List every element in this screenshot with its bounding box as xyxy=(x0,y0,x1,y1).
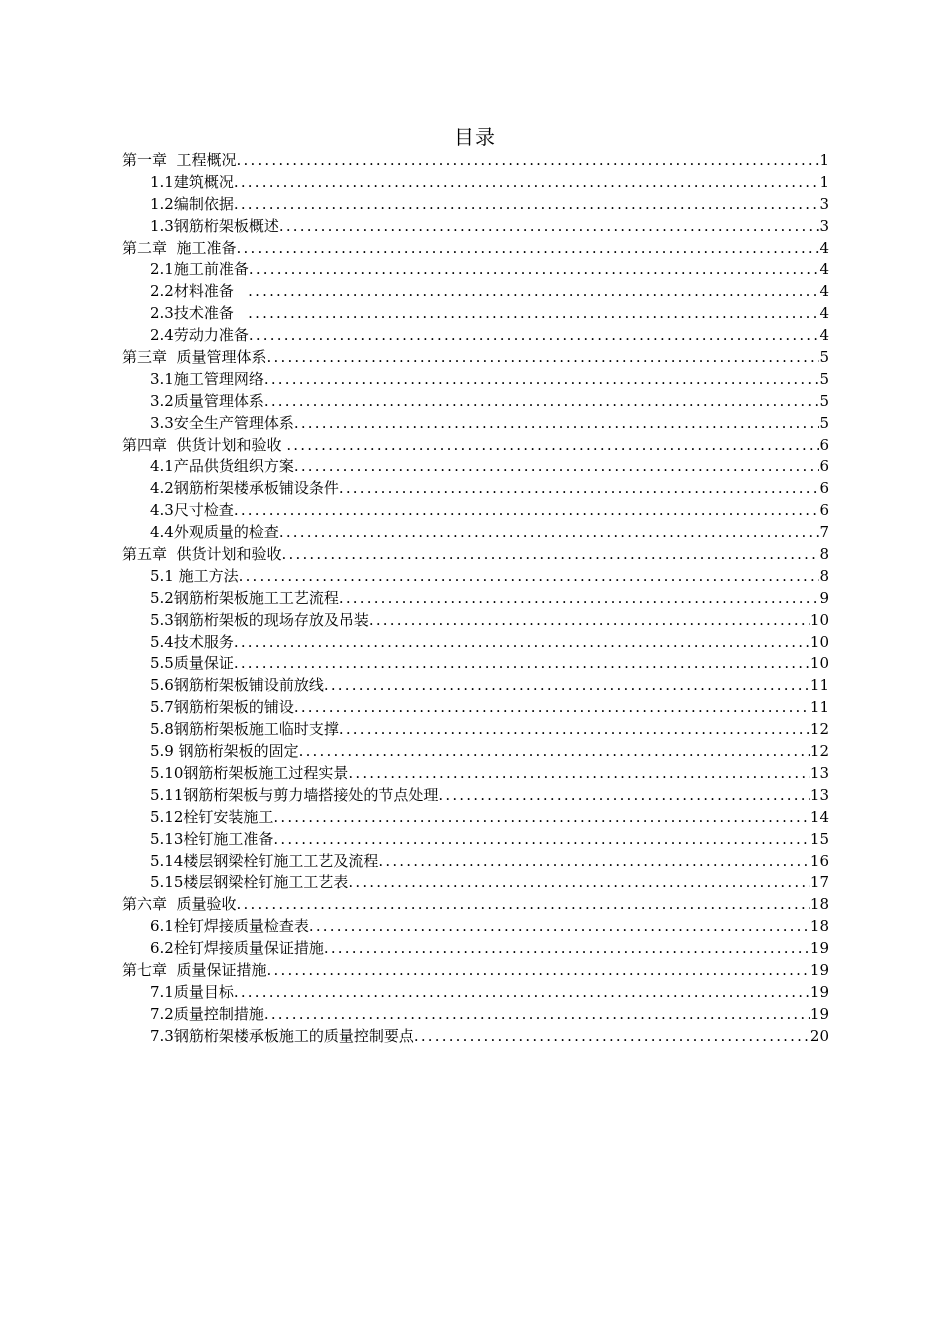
toc-page-number: 6 xyxy=(819,457,829,476)
toc-section-entry[interactable] xyxy=(122,413,829,435)
toc-dot-leader xyxy=(239,566,820,588)
toc-entry-title: 2.1施工前准备 xyxy=(150,260,249,279)
toc-section-entry[interactable] xyxy=(122,872,829,894)
toc-section-entry[interactable] xyxy=(122,851,829,873)
toc-dot-leader xyxy=(324,675,810,697)
toc-section-entry[interactable] xyxy=(122,807,829,829)
toc-section-entry[interactable] xyxy=(122,653,829,675)
toc-section-entry[interactable] xyxy=(122,675,829,697)
toc-dot-leader xyxy=(294,697,810,719)
toc-entry-title: 第七章 质量保证措施 xyxy=(122,960,267,979)
toc-section-entry[interactable] xyxy=(122,1004,829,1026)
toc-dot-leader xyxy=(264,369,820,391)
toc-page-number: 19 xyxy=(809,960,829,979)
toc-dot-leader xyxy=(273,807,810,829)
toc-section-entry[interactable] xyxy=(122,281,829,303)
toc-page-number: 5 xyxy=(819,391,829,410)
toc-page-number: 1 xyxy=(819,151,829,169)
toc-dot-leader xyxy=(279,216,820,238)
toc-entry-title: 5.12栓钉安装施工 xyxy=(150,807,274,826)
toc-entry-title: 第一章 工程概况 xyxy=(122,151,237,169)
toc-chapter-entry[interactable] xyxy=(122,238,829,260)
toc-entry-title: 第二章 施工准备 xyxy=(122,238,237,257)
toc-page-number: 15 xyxy=(809,829,829,848)
toc-page-number: 8 xyxy=(819,545,829,564)
toc-entry-title: 7.1质量目标 xyxy=(150,982,234,1001)
toc-dot-leader xyxy=(234,194,820,216)
toc-entry-title: 1.2编制依据 xyxy=(150,194,234,213)
toc-dot-leader xyxy=(339,478,820,500)
toc-dot-leader xyxy=(309,916,810,938)
toc-page-number: 9 xyxy=(819,588,829,607)
toc-page-number: 4 xyxy=(819,260,829,279)
toc-section-entry[interactable] xyxy=(122,588,829,610)
toc-entry-title: 5.7钢筋桁架板的铺设 xyxy=(150,698,294,717)
toc-entry-title: 5.10钢筋桁架板施工过程实景 xyxy=(150,763,349,782)
toc-entry-title: 7.3钢筋桁架楼承板施工的质量控制要点 xyxy=(150,1026,414,1045)
toc-dot-leader xyxy=(273,829,810,851)
toc-page-number: 4 xyxy=(819,282,829,301)
toc-section-entry[interactable] xyxy=(122,916,829,938)
toc-entry-title: 4.2钢筋桁架楼承板铺设条件 xyxy=(150,479,339,498)
toc-dot-leader xyxy=(237,150,820,172)
toc-entry-title: 5.3钢筋桁架板的现场存放及吊装 xyxy=(150,610,369,629)
toc-page-number: 8 xyxy=(819,566,829,585)
toc-dot-leader xyxy=(264,391,820,413)
toc-section-entry[interactable] xyxy=(122,456,829,478)
toc-entry-title: 第四章 供货计划和验收 xyxy=(122,435,287,454)
toc-chapter-entry[interactable] xyxy=(122,960,829,982)
toc-section-entry[interactable] xyxy=(122,194,829,216)
toc-dot-leader xyxy=(438,785,810,807)
toc-page-number: 11 xyxy=(809,698,829,717)
toc-dot-leader xyxy=(339,719,810,741)
toc-entry-title: 1.1建筑概况 xyxy=(150,172,234,191)
toc-chapter-entry[interactable] xyxy=(122,894,829,916)
toc-entry-title: 7.2质量控制措施 xyxy=(150,1004,264,1023)
toc-entry-title: 第三章 质量管理体系 xyxy=(122,348,267,367)
toc-dot-leader xyxy=(234,500,820,522)
toc-dot-leader xyxy=(237,894,810,916)
toc-page-number: 20 xyxy=(809,1026,829,1045)
toc-dot-leader xyxy=(264,1004,810,1026)
toc-dot-leader xyxy=(294,413,820,435)
toc-entry-title: 4.1产品供货组织方案 xyxy=(150,457,294,476)
toc-page-number: 4 xyxy=(819,326,829,345)
toc-section-entry[interactable] xyxy=(122,478,829,500)
toc-dot-leader xyxy=(267,960,810,982)
toc-section-entry[interactable] xyxy=(122,697,829,719)
toc-entry-title: 1.3钢筋桁架板概述 xyxy=(150,216,279,235)
toc-entry-title: 5.8钢筋桁架板施工临时支撑 xyxy=(150,720,339,739)
toc-entry-title: 5.2钢筋桁架板施工工艺流程 xyxy=(150,588,339,607)
toc-entry-title: 3.2质量管理体系 xyxy=(150,391,264,410)
toc-chapter-entry[interactable] xyxy=(122,544,829,566)
toc-page-number: 17 xyxy=(809,873,829,892)
toc-section-entry[interactable] xyxy=(122,610,829,632)
toc-entry-title: 6.2栓钉焊接质量保证措施 xyxy=(150,939,324,958)
toc-dot-leader xyxy=(348,763,810,785)
toc-section-entry[interactable] xyxy=(122,632,829,654)
toc-page-number: 19 xyxy=(809,982,829,1001)
toc-entry-title: 6.1栓钉焊接质量检查表 xyxy=(150,917,309,936)
toc-dot-leader xyxy=(294,456,820,478)
toc-page-number: 11 xyxy=(809,676,829,695)
toc-page-number: 12 xyxy=(809,720,829,739)
toc-section-entry[interactable] xyxy=(122,216,829,238)
toc-page-number: 12 xyxy=(809,742,829,761)
toc-section-entry[interactable] xyxy=(122,325,829,347)
toc-page-number: 10 xyxy=(809,654,829,673)
toc-page-number: 5 xyxy=(819,369,829,388)
toc-page-number: 7 xyxy=(819,523,829,542)
toc-section-entry[interactable] xyxy=(122,719,829,741)
toc-section-entry[interactable] xyxy=(122,391,829,413)
toc-dot-leader xyxy=(369,610,810,632)
toc-page-number: 13 xyxy=(809,763,829,782)
toc-entry-title: 5.5质量保证 xyxy=(150,654,234,673)
toc-section-entry[interactable] xyxy=(122,259,829,281)
toc-page-number: 5 xyxy=(819,413,829,432)
toc-dot-leader xyxy=(414,1026,810,1048)
toc-page-number: 13 xyxy=(809,785,829,804)
toc-page-number: 4 xyxy=(819,238,829,257)
toc-page-number: 4 xyxy=(819,304,829,323)
toc-page-number: 3 xyxy=(819,194,829,213)
toc-entry-title: 5.14楼层钢梁栓钉施工工艺及流程 xyxy=(150,851,379,870)
toc-dot-leader xyxy=(279,522,820,544)
toc-page-number: 6 xyxy=(819,479,829,498)
toc-chapter-entry[interactable] xyxy=(122,150,829,172)
toc-dot-leader xyxy=(234,172,820,194)
toc-entry-title: 5.4技术服务 xyxy=(150,632,234,651)
toc-section-entry[interactable] xyxy=(122,982,829,1004)
toc-dot-leader xyxy=(324,938,810,960)
toc-entry-title: 5.13栓钉施工准备 xyxy=(150,829,274,848)
toc-page-number: 19 xyxy=(809,1004,829,1023)
toc-dot-leader xyxy=(282,544,820,566)
toc-entry-title: 第五章 供货计划和验收 xyxy=(122,545,282,564)
toc-dot-leader xyxy=(234,653,810,675)
toc-dot-leader xyxy=(248,281,819,303)
toc-page-number: 10 xyxy=(809,632,829,651)
toc-section-entry[interactable] xyxy=(122,369,829,391)
toc-dot-leader xyxy=(248,303,819,325)
table-of-contents xyxy=(122,150,829,1048)
toc-entry-title: 2.3技术准备 xyxy=(150,304,249,323)
toc-section-entry[interactable] xyxy=(122,741,829,763)
toc-entry-title: 4.3尺寸检查 xyxy=(150,501,234,520)
toc-page-number: 16 xyxy=(809,851,829,870)
toc-entry-title: 5.9 钢筋桁架板的固定 xyxy=(150,742,299,761)
toc-page-number: 18 xyxy=(809,895,829,914)
toc-entry-title: 3.3安全生产管理体系 xyxy=(150,413,294,432)
toc-page-number: 1 xyxy=(819,172,829,191)
toc-dot-leader xyxy=(249,259,820,281)
toc-section-entry[interactable] xyxy=(122,500,829,522)
toc-section-entry[interactable] xyxy=(122,172,829,194)
toc-section-entry[interactable] xyxy=(122,763,829,785)
toc-section-entry[interactable] xyxy=(122,566,829,588)
toc-dot-leader xyxy=(267,347,820,369)
toc-dot-leader xyxy=(339,588,820,610)
toc-section-entry[interactable] xyxy=(122,1026,829,1048)
toc-dot-leader xyxy=(237,238,820,260)
toc-page-number: 6 xyxy=(819,501,829,520)
toc-section-entry[interactable] xyxy=(122,303,829,325)
toc-page-number: 19 xyxy=(809,939,829,958)
toc-section-entry[interactable] xyxy=(122,785,829,807)
toc-entry-title: 5.1 施工方法 xyxy=(150,566,239,585)
toc-section-entry[interactable] xyxy=(122,938,829,960)
toc-section-entry[interactable] xyxy=(122,522,829,544)
toc-entry-title: 2.4劳动力准备 xyxy=(150,326,249,345)
toc-dot-leader xyxy=(249,325,820,347)
toc-dot-leader xyxy=(378,851,810,873)
toc-section-entry[interactable] xyxy=(122,829,829,851)
toc-page-number: 3 xyxy=(819,216,829,235)
toc-entry-title: 3.1施工管理网络 xyxy=(150,369,264,388)
toc-entry-title: 5.15楼层钢梁栓钉施工工艺表 xyxy=(150,873,349,892)
toc-entry-title: 第六章 质量验收 xyxy=(122,895,237,914)
toc-page-number: 14 xyxy=(809,807,829,826)
toc-entry-title: 2.2材料准备 xyxy=(150,282,249,301)
toc-page-number: 5 xyxy=(819,348,829,367)
toc-page-number: 10 xyxy=(809,610,829,629)
toc-entry-title: 5.6钢筋桁架板铺设前放线 xyxy=(150,676,324,695)
toc-dot-leader xyxy=(286,435,819,457)
toc-chapter-entry[interactable] xyxy=(122,435,829,457)
toc-entry-title: 4.4外观质量的检查 xyxy=(150,523,279,542)
toc-dot-leader xyxy=(348,872,810,894)
toc-chapter-entry[interactable] xyxy=(122,347,829,369)
toc-page-number: 18 xyxy=(809,917,829,936)
toc-entry-title: 5.11钢筋桁架板与剪力墙搭接处的节点处理 xyxy=(150,785,439,804)
toc-dot-leader xyxy=(234,632,810,654)
toc-dot-leader xyxy=(299,741,810,763)
toc-title: 目录 xyxy=(454,125,496,149)
toc-page-number: 6 xyxy=(819,435,829,454)
toc-dot-leader xyxy=(234,982,810,1004)
